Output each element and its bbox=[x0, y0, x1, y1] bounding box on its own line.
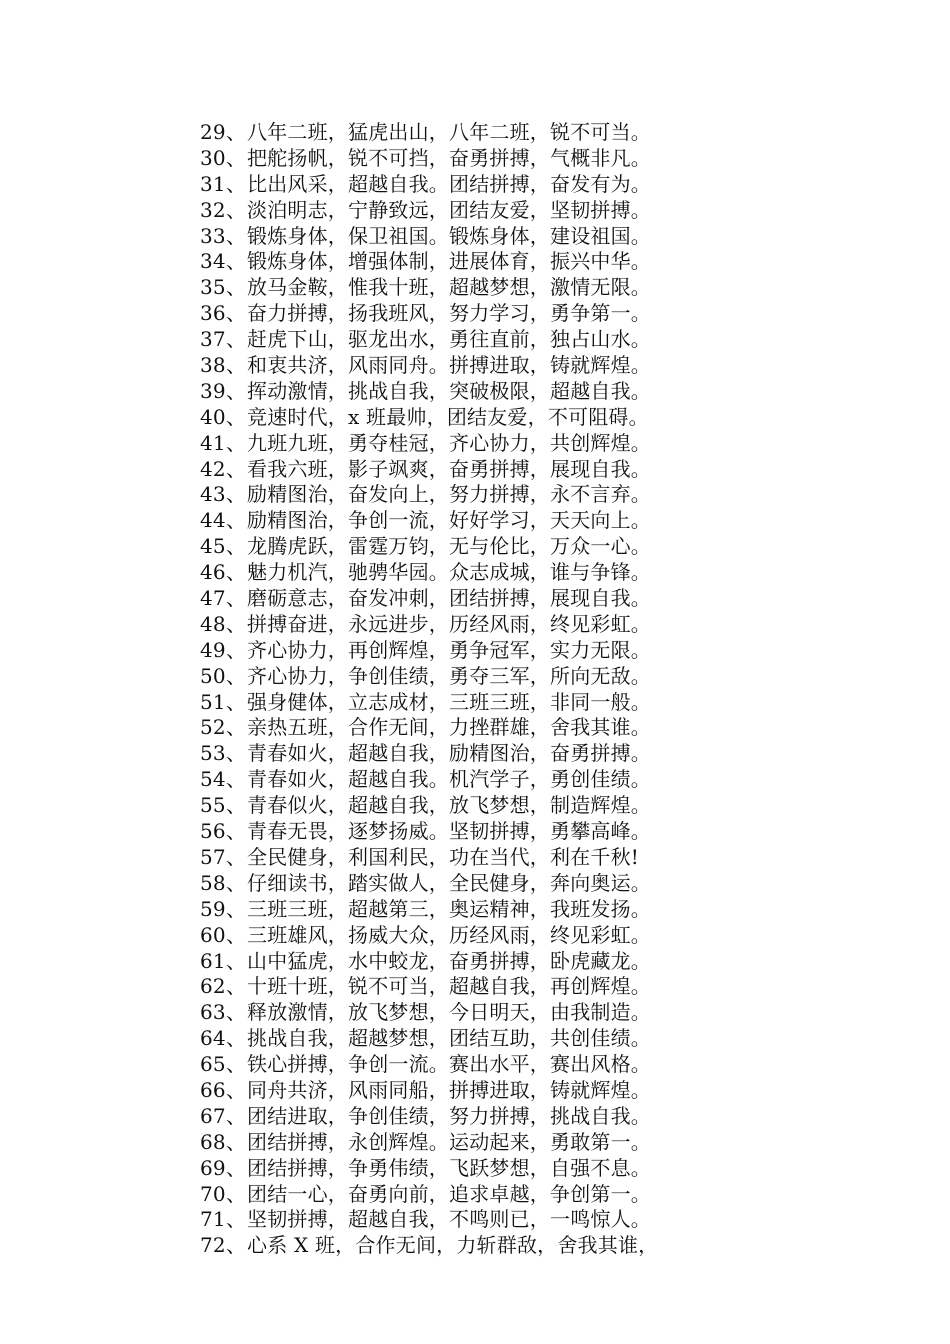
item-separator: 、 bbox=[226, 1181, 247, 1206]
item-number: 60 bbox=[200, 922, 226, 947]
list-item bbox=[200, 793, 700, 819]
item-separator: 、 bbox=[226, 819, 247, 844]
item-text: 同舟共济，风雨同船，拼搏进取，铸就辉煌。 bbox=[247, 1077, 651, 1102]
item-text: 亲热五班，合作无间，力挫群雄，舍我其谁。 bbox=[247, 715, 651, 740]
item-number: 49 bbox=[200, 637, 226, 662]
item-text: 和衷共济，风雨同舟。拼搏进取，铸就辉煌。 bbox=[247, 353, 651, 378]
item-number: 57 bbox=[200, 844, 226, 869]
list-item bbox=[200, 664, 700, 690]
list-item bbox=[200, 1233, 700, 1259]
item-number: 34 bbox=[200, 249, 226, 274]
item-separator: 、 bbox=[226, 1129, 247, 1154]
item-text: 看我六班，影子飒爽，奋勇拼搏，展现自我。 bbox=[247, 456, 651, 481]
item-text: 龙腾虎跃，雷霆万钧，无与伦比，万众一心。 bbox=[247, 534, 651, 559]
item-separator: 、 bbox=[226, 637, 247, 662]
list-item bbox=[200, 198, 700, 224]
item-separator: 、 bbox=[226, 145, 247, 170]
list-item bbox=[200, 379, 700, 405]
list-item bbox=[200, 457, 700, 483]
item-number: 64 bbox=[200, 1026, 226, 1051]
item-separator: 、 bbox=[226, 741, 247, 766]
item-number: 53 bbox=[200, 741, 226, 766]
item-text: 十班十班，锐不可当，超越自我，再创辉煌。 bbox=[247, 974, 651, 999]
item-separator: 、 bbox=[226, 560, 247, 585]
item-number: 41 bbox=[200, 430, 226, 455]
item-separator: 、 bbox=[226, 1207, 247, 1232]
item-separator: 、 bbox=[226, 508, 247, 533]
list-item bbox=[200, 612, 700, 638]
item-text: 锻炼身体，增强体制，进展体育，振兴中华。 bbox=[247, 249, 651, 274]
list-item bbox=[200, 949, 700, 975]
list-item bbox=[200, 301, 700, 327]
item-separator: 、 bbox=[226, 689, 247, 714]
list-item bbox=[200, 715, 700, 741]
item-number: 29 bbox=[200, 120, 226, 144]
item-text: 竞速时代，x 班最帅，团结友爱，不可阻碍。 bbox=[247, 404, 649, 429]
item-text: 释放激情，放飞梦想，今日明天，由我制造。 bbox=[247, 1000, 651, 1025]
item-number: 68 bbox=[200, 1129, 226, 1154]
list-item bbox=[200, 405, 700, 431]
item-number: 50 bbox=[200, 663, 226, 688]
item-number: 72 bbox=[200, 1233, 226, 1258]
list-item bbox=[200, 871, 700, 897]
item-text: 锻炼身体，保卫祖国。锻炼身体，建设祖国。 bbox=[247, 223, 651, 248]
item-number: 39 bbox=[200, 378, 226, 403]
item-number: 66 bbox=[200, 1077, 226, 1102]
item-text: 魅力机汽，驰骋华园。众志成城，谁与争锋。 bbox=[247, 560, 651, 585]
item-number: 47 bbox=[200, 586, 226, 611]
item-text: 挥动激情，挑战自我，突破极限，超越自我。 bbox=[247, 378, 651, 403]
item-separator: 、 bbox=[226, 482, 247, 507]
item-number: 36 bbox=[200, 301, 226, 326]
item-text: 把舵扬帆，锐不可挡，奋勇拼搏，气概非凡。 bbox=[247, 145, 651, 170]
list-item bbox=[200, 224, 700, 250]
item-text: 放马金鞍，惟我十班，超越梦想，激情无限。 bbox=[247, 275, 651, 300]
item-number: 33 bbox=[200, 223, 226, 248]
item-text: 团结进取，争创佳绩，努力拼搏，挑战自我。 bbox=[247, 1103, 651, 1128]
list-item bbox=[200, 275, 700, 301]
list-item bbox=[200, 1207, 700, 1233]
item-number: 42 bbox=[200, 456, 226, 481]
item-number: 56 bbox=[200, 819, 226, 844]
item-text: 强身健体，立志成材，三班三班，非同一般。 bbox=[247, 689, 651, 714]
item-number: 71 bbox=[200, 1207, 226, 1232]
list-item bbox=[200, 482, 700, 508]
item-text: 青春似火，超越自我，放飞梦想，制造辉煌。 bbox=[247, 793, 651, 818]
item-text: 齐心协力，再创辉煌，勇争冠军，实力无限。 bbox=[247, 637, 651, 662]
item-separator: 、 bbox=[226, 793, 247, 818]
item-number: 54 bbox=[200, 767, 226, 792]
item-text: 团结一心，奋勇向前，追求卓越，争创第一。 bbox=[247, 1181, 651, 1206]
item-text: 比出风采，超越自我。团结拼搏，奋发有为。 bbox=[247, 171, 651, 196]
item-text: 团结拼搏，争勇伟绩，飞跃梦想，自强不息。 bbox=[247, 1155, 651, 1180]
list-item bbox=[200, 146, 700, 172]
item-separator: 、 bbox=[226, 974, 247, 999]
item-text: 铁心拼搏，争创一流。赛出水平，赛出风格。 bbox=[247, 1052, 651, 1077]
list-item bbox=[200, 327, 700, 353]
item-text: 九班九班，勇夺桂冠，齐心协力，共创辉煌。 bbox=[247, 430, 651, 455]
item-number: 55 bbox=[200, 793, 226, 818]
item-text: 挑战自我，超越梦想，团结互助，共创佳绩。 bbox=[247, 1026, 651, 1051]
item-separator: 、 bbox=[226, 896, 247, 921]
list-item bbox=[200, 845, 700, 871]
list-item bbox=[200, 741, 700, 767]
item-separator: 、 bbox=[226, 948, 247, 973]
item-number: 46 bbox=[200, 560, 226, 585]
item-text: 青春如火，超越自我。机汽学子，勇创佳绩。 bbox=[247, 767, 651, 792]
item-text: 齐心协力，争创佳绩，勇夺三军，所向无敌。 bbox=[247, 663, 651, 688]
item-separator: 、 bbox=[226, 870, 247, 895]
list-item bbox=[200, 431, 700, 457]
list-item bbox=[200, 767, 700, 793]
item-separator: 、 bbox=[226, 922, 247, 947]
item-separator: 、 bbox=[226, 275, 247, 300]
list-item bbox=[200, 1130, 700, 1156]
item-number: 62 bbox=[200, 974, 226, 999]
item-number: 30 bbox=[200, 145, 226, 170]
item-number: 48 bbox=[200, 611, 226, 636]
item-number: 45 bbox=[200, 534, 226, 559]
list-item bbox=[200, 249, 700, 275]
item-separator: 、 bbox=[226, 301, 247, 326]
item-separator: 、 bbox=[226, 1155, 247, 1180]
item-text: 三班雄风，扬威大众，历经风雨，终见彩虹。 bbox=[247, 922, 651, 947]
item-number: 37 bbox=[200, 327, 226, 352]
item-separator: 、 bbox=[226, 327, 247, 352]
item-separator: 、 bbox=[226, 223, 247, 248]
item-text: 仔细读书，踏实做人，全民健身，奔向奥运。 bbox=[247, 870, 651, 895]
item-text: 励精图治，争创一流，好好学习，天天向上。 bbox=[247, 508, 651, 533]
item-number: 31 bbox=[200, 171, 226, 196]
item-separator: 、 bbox=[226, 1233, 247, 1258]
item-number: 32 bbox=[200, 197, 226, 222]
item-separator: 、 bbox=[226, 534, 247, 559]
item-number: 40 bbox=[200, 404, 226, 429]
item-text: 拼搏奋进，永远进步，历经风雨，终见彩虹。 bbox=[247, 611, 651, 636]
item-separator: 、 bbox=[226, 120, 247, 144]
list-item bbox=[200, 897, 700, 923]
list-item bbox=[200, 923, 700, 949]
item-number: 51 bbox=[200, 689, 226, 714]
list-item bbox=[200, 1000, 700, 1026]
list-item bbox=[200, 508, 700, 534]
list-item bbox=[200, 560, 700, 586]
item-text: 奋力拼搏，扬我班风，努力学习，勇争第一。 bbox=[247, 301, 651, 326]
item-separator: 、 bbox=[226, 844, 247, 869]
item-separator: 、 bbox=[226, 1026, 247, 1051]
list-item bbox=[200, 638, 700, 664]
list-item bbox=[200, 690, 700, 716]
item-text: 三班三班，超越第三，奥运精神，我班发扬。 bbox=[247, 896, 651, 921]
item-separator: 、 bbox=[226, 404, 247, 429]
item-separator: 、 bbox=[226, 767, 247, 792]
item-text: 团结拼搏，永创辉煌。运动起来，勇敢第一。 bbox=[247, 1129, 651, 1154]
list-item bbox=[200, 172, 700, 198]
item-text: 青春无畏，逐梦扬威。坚韧拼搏，勇攀高峰。 bbox=[247, 819, 651, 844]
item-number: 35 bbox=[200, 275, 226, 300]
list-item bbox=[200, 586, 700, 612]
item-separator: 、 bbox=[226, 430, 247, 455]
item-text: 八年二班，猛虎出山，八年二班，锐不可当。 bbox=[247, 120, 651, 144]
item-text: 淡泊明志，宁静致远，团结友爱，坚韧拼搏。 bbox=[247, 197, 651, 222]
item-text: 山中猛虎，水中蛟龙，奋勇拼搏，卧虎藏龙。 bbox=[247, 948, 651, 973]
item-text: 励精图治，奋发向上，努力拼搏，永不言弃。 bbox=[247, 482, 651, 507]
item-separator: 、 bbox=[226, 663, 247, 688]
item-separator: 、 bbox=[226, 353, 247, 378]
item-separator: 、 bbox=[226, 715, 247, 740]
item-number: 63 bbox=[200, 1000, 226, 1025]
item-separator: 、 bbox=[226, 611, 247, 636]
item-number: 61 bbox=[200, 948, 226, 973]
item-separator: 、 bbox=[226, 197, 247, 222]
item-text: 赶虎下山，驱龙出水，勇往直前，独占山水。 bbox=[247, 327, 651, 352]
item-text: 心系 X 班，合作无间，力斩群敌，舍我其谁， bbox=[247, 1233, 659, 1258]
list-item bbox=[200, 1052, 700, 1078]
list-item bbox=[200, 353, 700, 379]
item-number: 58 bbox=[200, 870, 226, 895]
slogan-list bbox=[200, 120, 700, 1259]
list-item bbox=[200, 974, 700, 1000]
item-separator: 、 bbox=[226, 1052, 247, 1077]
item-separator: 、 bbox=[226, 1077, 247, 1102]
item-separator: 、 bbox=[226, 249, 247, 274]
list-item bbox=[200, 1078, 700, 1104]
item-separator: 、 bbox=[226, 378, 247, 403]
item-text: 青春如火，超越自我，励精图治，奋勇拼搏。 bbox=[247, 741, 651, 766]
item-separator: 、 bbox=[226, 456, 247, 481]
item-separator: 、 bbox=[226, 1000, 247, 1025]
item-number: 69 bbox=[200, 1155, 226, 1180]
list-item bbox=[200, 819, 700, 845]
list-item bbox=[200, 120, 700, 146]
item-text: 全民健身，利国利民，功在当代，利在千秋! bbox=[247, 844, 640, 869]
item-number: 44 bbox=[200, 508, 226, 533]
list-item bbox=[200, 1026, 700, 1052]
item-number: 70 bbox=[200, 1181, 226, 1206]
item-separator: 、 bbox=[226, 586, 247, 611]
list-item bbox=[200, 534, 700, 560]
item-number: 67 bbox=[200, 1103, 226, 1128]
item-separator: 、 bbox=[226, 1103, 247, 1128]
list-item bbox=[200, 1182, 700, 1208]
item-number: 65 bbox=[200, 1052, 226, 1077]
item-separator: 、 bbox=[226, 171, 247, 196]
item-number: 52 bbox=[200, 715, 226, 740]
item-text: 磨砺意志，奋发冲刺，团结拼搏，展现自我。 bbox=[247, 586, 651, 611]
item-number: 59 bbox=[200, 896, 226, 921]
list-item bbox=[200, 1104, 700, 1130]
item-number: 43 bbox=[200, 482, 226, 507]
list-item bbox=[200, 1156, 700, 1182]
item-number: 38 bbox=[200, 353, 226, 378]
item-text: 坚韧拼搏，超越自我，不鸣则已，一鸣惊人。 bbox=[247, 1207, 651, 1232]
